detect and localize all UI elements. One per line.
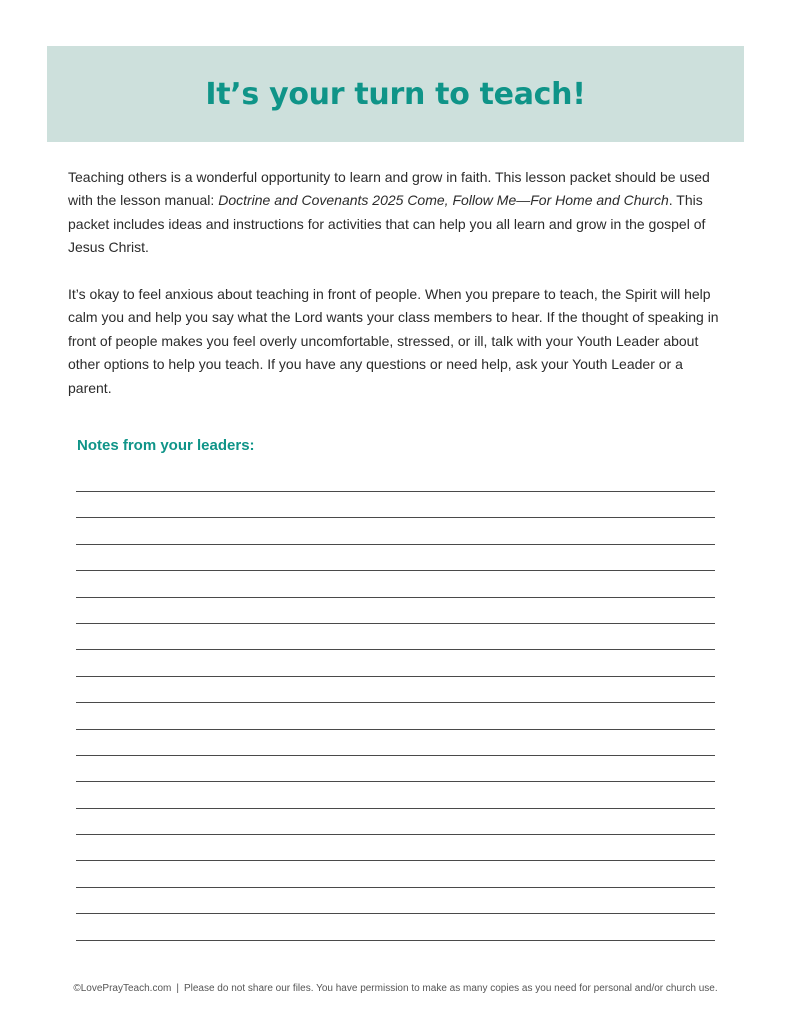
notes-lines [76, 491, 715, 966]
note-writing-line [76, 597, 715, 623]
intro-p1-start: Teaching others is a wonderful opportunity to learn and grow in faith. This lesson packet should be used with the lesson manual: [68, 169, 710, 209]
footer [0, 983, 791, 994]
page-title: It’s your turn to teach! [205, 76, 586, 112]
note-writing-line [76, 729, 715, 755]
note-writing-line [76, 781, 715, 807]
header-band [47, 46, 744, 142]
note-writing-line [76, 702, 715, 728]
notes-heading: Notes from your leaders: [77, 437, 255, 454]
note-writing-line [76, 808, 715, 834]
note-writing-line [76, 491, 715, 517]
lesson-manual-title: Doctrine and Covenants 2025 Come, Follow Me—For Home and Church [218, 192, 669, 209]
note-writing-line [76, 570, 715, 596]
intro-p1-end: . This packet includes ideas and instructions for activities that can help you all learn and grow in the gospel of Jesus Christ. [68, 192, 706, 256]
note-writing-line [76, 755, 715, 781]
note-writing-line [76, 676, 715, 702]
note-writing-line [76, 623, 715, 649]
footer-copyright: ©LovePrayTeach.com [73, 983, 172, 994]
note-writing-line [76, 544, 715, 570]
note-writing-line [76, 834, 715, 860]
intro-paragraph-2: It’s okay to feel anxious about teaching in front of people. When you prepare to teach, the Spirit will help calm you and help you say what the Lord wants your class members to hear. If the thought of speaking in front of people makes you feel overly uncomfortable, stressed, or ill, talk with your Youth Leader about other options to help you teach. If you have any questions or need help, ask your Youth Leader or a parent. [68, 286, 719, 396]
note-writing-line [76, 887, 715, 913]
intro-text [68, 166, 728, 400]
footer-separator: | [176, 983, 179, 994]
note-writing-line [76, 517, 715, 543]
note-writing-line [76, 913, 715, 939]
note-writing-line [76, 940, 715, 966]
footer-notice: Please do not share our files. You have permission to make as many copies as you need for personal and/or church use. [183, 983, 718, 994]
intro-paragraph-1 [68, 166, 728, 260]
note-writing-line [76, 860, 715, 886]
note-writing-line [76, 649, 715, 675]
